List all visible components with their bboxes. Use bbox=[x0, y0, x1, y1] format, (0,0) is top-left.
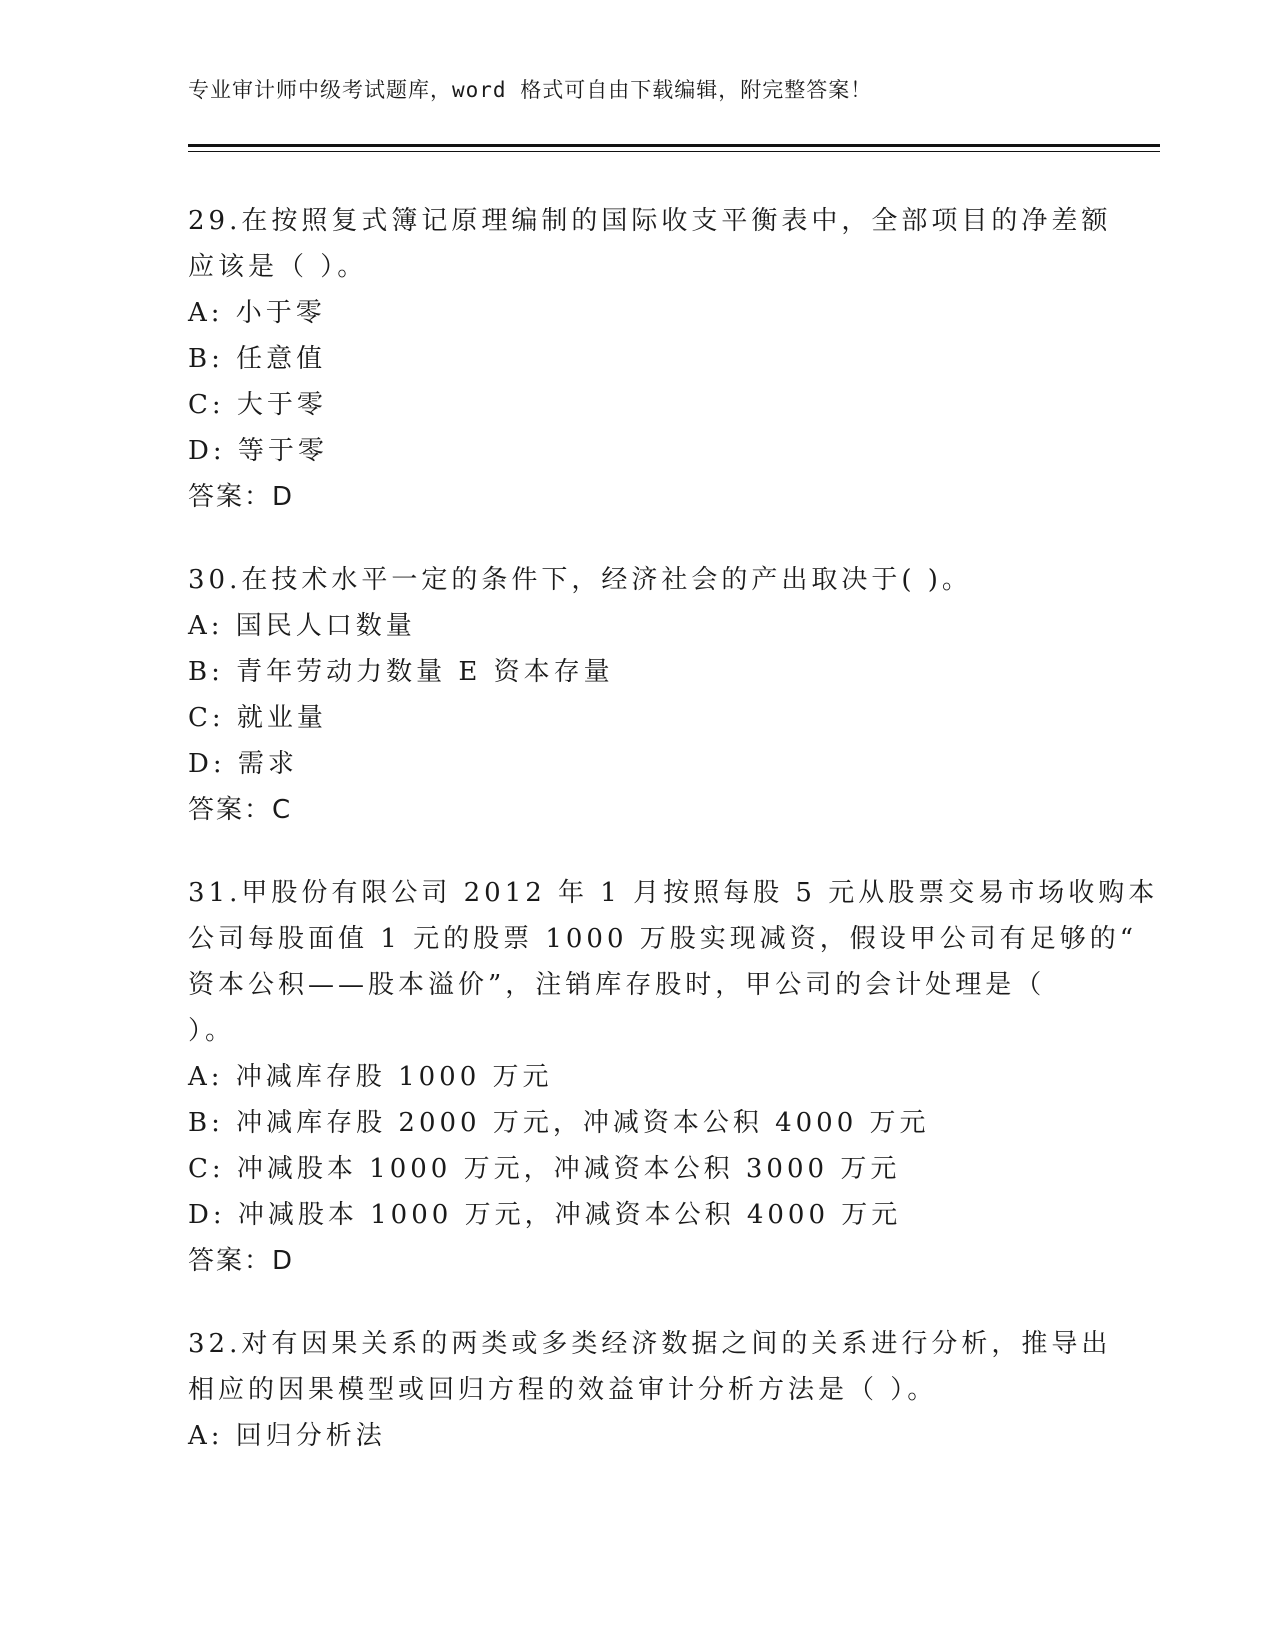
question-32 bbox=[188, 1321, 1112, 1459]
question-stem: 应该是（ ）。 bbox=[188, 252, 368, 282]
header-divider-thin bbox=[188, 151, 1160, 152]
option-d: D: 冲减股本 1000 万元，冲减资本公积 4000 万元 bbox=[188, 1200, 902, 1230]
option-b: B: 冲减库存股 2000 万元，冲减资本公积 4000 万元 bbox=[188, 1108, 930, 1138]
option-a: A: 冲减库存股 1000 万元 bbox=[188, 1062, 553, 1092]
option-c: C: 冲减股本 1000 万元，冲减资本公积 3000 万元 bbox=[188, 1154, 901, 1184]
option-a: A: 小于零 bbox=[188, 298, 326, 328]
header-divider bbox=[188, 144, 1160, 147]
option-c: C: 大于零 bbox=[188, 390, 327, 420]
answer: 答案：D bbox=[188, 482, 295, 512]
question-29 bbox=[188, 198, 1112, 520]
question-stem: 31.甲股份有限公司 2012 年 1 月按照每股 5 元从股票交易市场收购本 bbox=[188, 878, 1159, 908]
question-stem: 32.对有因果关系的两类或多类经济数据之间的关系进行分析，推导出 bbox=[188, 1329, 1112, 1359]
answer: 答案：D bbox=[188, 1246, 295, 1276]
option-d: D: 需求 bbox=[188, 749, 298, 779]
option-b: B: 任意值 bbox=[188, 344, 327, 374]
option-a: A: 国民人口数量 bbox=[188, 611, 416, 641]
question-stem: ）。 bbox=[188, 1016, 236, 1046]
question-stem: 相应的因果模型或回归方程的效益审计分析方法是（ ）。 bbox=[188, 1375, 938, 1405]
option-a: A: 回归分析法 bbox=[188, 1421, 386, 1451]
page-header: 专业审计师中级考试题库，word 格式可自由下载编辑，附完整答案！ bbox=[188, 78, 873, 102]
option-d: D: 等于零 bbox=[188, 436, 328, 466]
question-list bbox=[188, 198, 1159, 1496]
answer: 答案：C bbox=[188, 795, 293, 825]
question-stem: 29.在按照复式簿记原理编制的国际收支平衡表中，全部项目的净差额 bbox=[188, 206, 1112, 236]
question-stem: 资本公积——股本溢价”，注销库存股时，甲公司的会计处理是（ bbox=[188, 970, 1046, 1000]
option-c: C: 就业量 bbox=[188, 703, 327, 733]
question-30 bbox=[188, 557, 1088, 833]
question-stem: 公司每股面值 1 元的股票 1000 万股实现减资，假设甲公司有足够的“ bbox=[188, 924, 1138, 954]
question-31 bbox=[188, 870, 1159, 1284]
question-stem: 30.在技术水平一定的条件下，经济社会的产出取决于( )。 bbox=[188, 565, 972, 595]
option-b: B: 青年劳动力数量 E 资本存量 bbox=[188, 657, 614, 687]
